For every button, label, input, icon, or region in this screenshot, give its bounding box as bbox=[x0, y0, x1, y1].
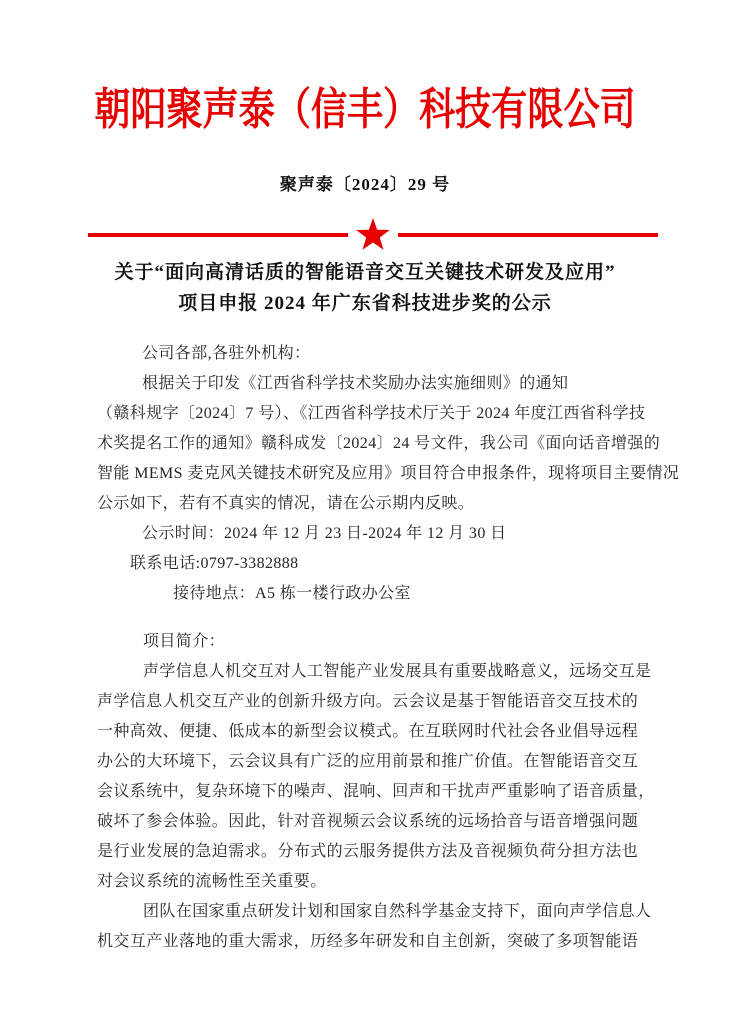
divider-line-left bbox=[88, 233, 348, 237]
body-text-line: 接待地点：A5 栋一楼行政办公室 bbox=[173, 585, 411, 602]
body-text-line: 办公的大环境下，云会议具有广泛的应用前景和推广价值。在智能语音交互 bbox=[97, 753, 639, 770]
document-title bbox=[40, 257, 690, 319]
divider-line-right bbox=[398, 233, 658, 237]
document-body bbox=[97, 339, 680, 957]
body-text-line: 声学信息人机交互产业的创新升级方向。云会议是基于智能语音交互技术的 bbox=[97, 693, 639, 710]
body-text-line: 项目简介： bbox=[143, 633, 226, 650]
body-text-line: 会议系统中，复杂环境下的噪声、混响、回声和干扰声严重影响了语音质量， bbox=[97, 783, 655, 800]
body-text-line: 联系电话:0797-3382888 bbox=[130, 555, 299, 572]
document-title-line2: 项目申报 2024 年广东省科技进步奖的公示 bbox=[178, 293, 552, 314]
document-number: 聚声泰〔2024〕29 号 bbox=[279, 175, 451, 194]
body-text-line: 一种高效、便捷、低成本的新型会议模式。在互联网时代社会各业倡导远程 bbox=[97, 723, 639, 740]
body-text-line: 是行业发展的急迫需求。分布式的云服务提供方法及音视频负荷分担方法也 bbox=[97, 843, 639, 860]
body-text-line: 团队在国家重点研发计划和国家自然科学基金支持下，面向声学信息人 bbox=[143, 903, 652, 920]
body-text-line: 根据关于印发《江西省科学技术奖励办法实施细则》的通知 bbox=[142, 375, 569, 392]
body-text-line: 对会议系统的流畅性至关重要。 bbox=[97, 873, 327, 890]
company-title: 朝阳聚声泰（信丰）科技有限公司 bbox=[94, 85, 636, 134]
body-text-line: 术奖提名工作的通知》赣科成发〔2024〕24 号文件，我公司《面向话音增强的 bbox=[97, 435, 661, 452]
body-text-line: 公示时间：2024 年 12 月 23 日-2024 年 12 月 30 日 bbox=[142, 525, 507, 542]
red-divider bbox=[88, 218, 658, 252]
body-text-line: 破坏了参会体验。因此，针对音视频云会议系统的远场拾音与语音增强问题 bbox=[97, 813, 639, 830]
body-text-line: 公司各部,各驻外机构： bbox=[142, 345, 311, 362]
red-star-icon bbox=[355, 218, 391, 252]
body-text-line: 机交互产业落地的重大需求，历经多年研发和自主创新，突破了多项智能语 bbox=[97, 933, 639, 950]
body-text-line: （赣科规字〔2024〕7 号）、《江西省科学技术厅关于 2024 年度江西省科学技 bbox=[97, 405, 646, 422]
document-title-line1: 关于“面向高清话质的智能语音交互关键技术研发及应用” bbox=[114, 262, 616, 283]
body-text-line: 声学信息人机交互对人工智能产业发展具有重要战略意义，远场交互是 bbox=[143, 663, 652, 680]
body-text-line: 公示如下，若有不真实的情况，请在公示期内反映。 bbox=[97, 495, 475, 512]
body-text-line: 智能 MEMS 麦克风关键技术研究及应用》项目符合申报条件，现将项目主要情况 bbox=[97, 465, 680, 482]
